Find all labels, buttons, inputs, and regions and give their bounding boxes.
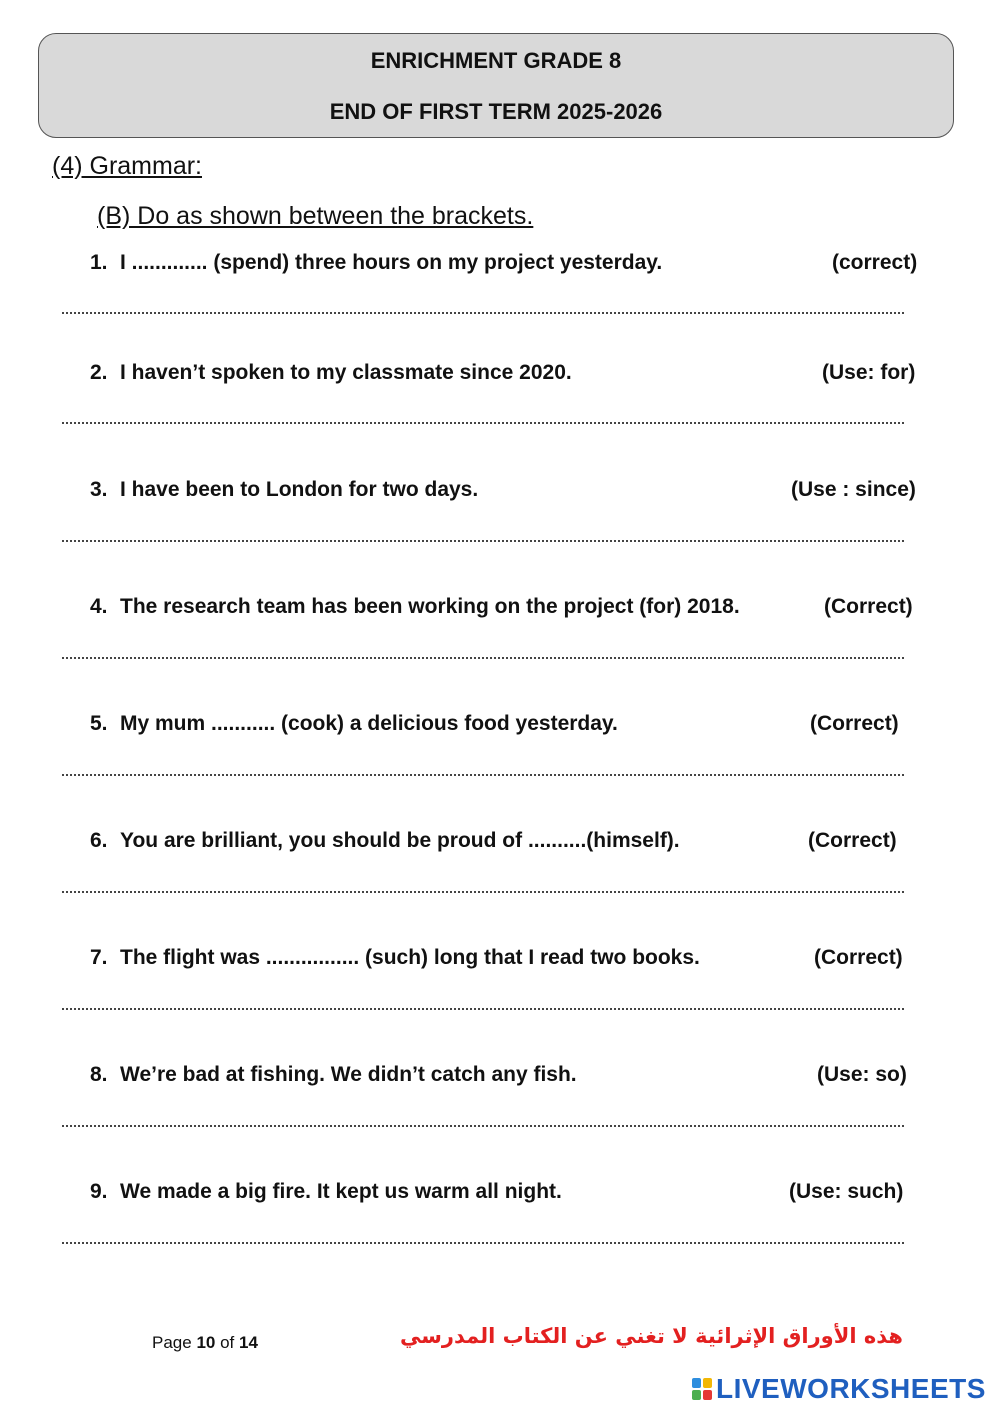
question-text: I ............. (spend) three hours on my project yesterday. [120,251,663,274]
answer-line[interactable] [62,1125,904,1127]
arabic-footer-note: هذه الأوراق الإثرائية لا تغني عن الكتاب المدرسي [400,1324,903,1348]
answer-line[interactable] [62,1008,904,1010]
liveworksheets-logo[interactable] [692,1374,986,1404]
answer-line[interactable] [62,540,904,542]
question-number: 8. [90,1063,108,1086]
question-instruction-tag: (Correct) [808,829,897,852]
page-label: Page [152,1333,192,1352]
question-instruction-tag: (Use: so) [817,1063,907,1086]
answer-line[interactable] [62,1242,904,1244]
worksheet-title: ENRICHMENT GRADE 8 [370,48,622,73]
page-current: 10 [196,1333,216,1352]
question-instruction-tag: (Use: such) [789,1180,904,1203]
question-text: The research team has been working on the project (for) 2018. [120,595,740,618]
answer-line[interactable] [62,657,904,659]
question-instruction-tag: (Correct) [824,595,913,618]
question-text: My mum ........... (cook) a delicious food yesterday. [120,712,618,735]
question-instruction-tag: (Correct) [814,946,903,969]
question-number: 3. [90,478,108,501]
question-instruction-tag: (Correct) [810,712,899,735]
page-of: of [220,1333,235,1352]
section-title: (4) Grammar: [52,152,202,180]
question-text: We’re bad at fishing. We didn’t catch any fish. [120,1063,577,1086]
page-number [152,1333,258,1353]
question-text: You are brilliant, you should be proud of ..........(himself). [120,829,680,852]
question-text: The flight was ................ (such) long that I read two books. [120,946,700,969]
question-text: We made a big fire. It kept us warm all night. [120,1180,562,1203]
question-instruction-tag: (correct) [832,251,918,274]
answer-line[interactable] [62,774,904,776]
answer-line[interactable] [62,891,904,893]
question-instruction-tag: (Use : since) [791,478,916,501]
worksheet-subtitle: END OF FIRST TERM 2025-2026 [329,99,663,124]
question-number: 9. [90,1180,108,1203]
question-number: 5. [90,712,108,735]
question-text: I haven’t spoken to my classmate since 2020. [120,361,572,384]
liveworksheets-logo-icon [692,1378,712,1400]
question-number: 7. [90,946,108,969]
question-number: 2. [90,361,108,384]
answer-line[interactable] [62,312,904,314]
page-total: 14 [239,1333,258,1352]
answer-line[interactable] [62,422,904,424]
question-instruction-tag: (Use: for) [822,361,916,384]
liveworksheets-logo-text: LIVEWORKSHEETS [716,1373,986,1404]
question-number: 4. [90,595,108,618]
header-box [38,33,954,138]
question-number: 1. [90,251,108,274]
question-number: 6. [90,829,108,852]
question-text: I have been to London for two days. [120,478,479,501]
section-instruction: (B) Do as shown between the brackets. [97,202,534,230]
